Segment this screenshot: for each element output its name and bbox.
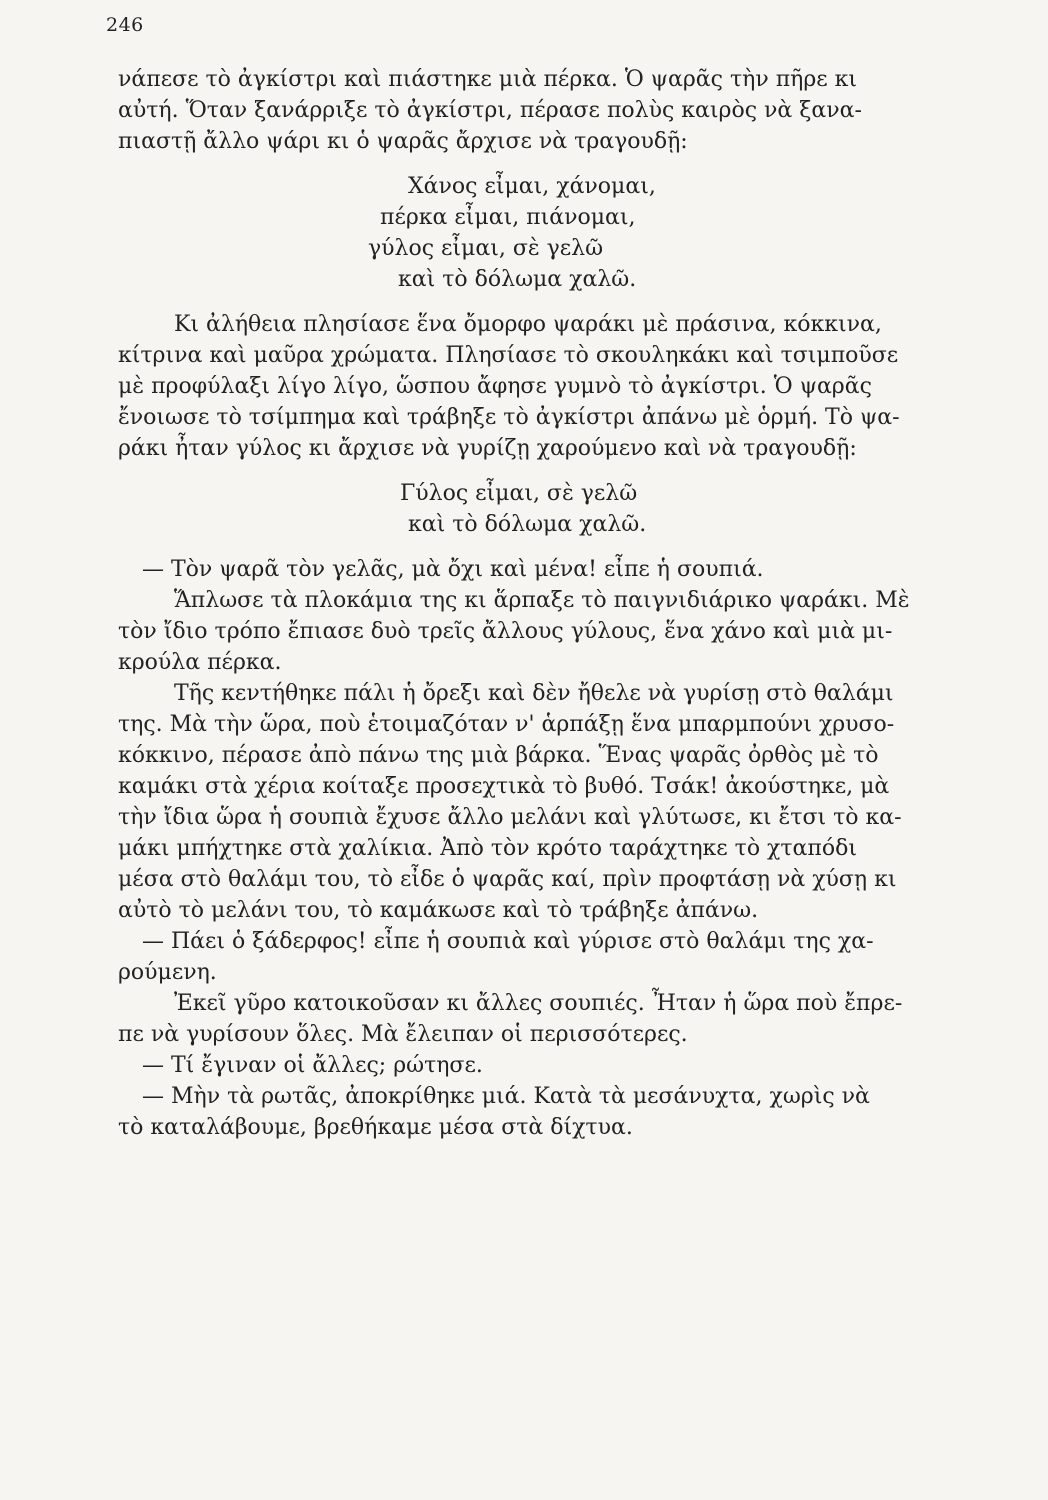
text-line: τὸν ἴδιο τρόπο ἔπιασε δυὸ τρεῖς ἄλλους γύλους, ἕνα χάνο καὶ μιὰ μι- bbox=[118, 619, 893, 644]
page-text bbox=[118, 64, 980, 1143]
text-line: μὲ προφύλαξι λίγο λίγο, ὥσπου ἄφησε γυμνὸ τὸ ἀγκίστρι. Ὁ ψαρᾶς bbox=[118, 374, 872, 399]
verse-line: γύλος εἶμαι, σὲ γελῶ bbox=[368, 236, 604, 261]
text-line: Ἅπλωσε τὰ πλοκάμια της κι ἅρπαξε τὸ παιγνιδιάρικο ψαράκι. Μὲ bbox=[174, 588, 910, 613]
dialogue-line: — Τὸν ψαρᾶ τὸν γελᾶς, μὰ ὄχι καὶ μένα! εἶπε ἡ σουπιά. bbox=[142, 557, 764, 582]
text-line: αὐτή. Ὅταν ξανάρριξε τὸ ἀγκίστρι, πέρασε πολὺς καιρὸς νὰ ξανα- bbox=[118, 98, 862, 123]
text-line: τὸ καταλάβουμε, βρεθήκαμε μέσα στὰ δίχτυα. bbox=[118, 1115, 633, 1140]
verse-line: καὶ τὸ δόλωμα χαλῶ. bbox=[408, 512, 647, 537]
text-line: πιαστῇ ἄλλο ψάρι κι ὁ ψαρᾶς ἄρχισε νὰ τραγουδῇ: bbox=[118, 129, 688, 154]
text-line: καμάκι στὰ χέρια κοίταξε προσεχτικὰ τὸ βυθό. Τσάκ! ἀκούστηκε, μὰ bbox=[118, 774, 890, 799]
text-line: ρούμενη. bbox=[118, 960, 217, 985]
text-line: Ἐκεῖ γῦρο κατοικοῦσαν κι ἄλλες σουπιές. Ἦταν ἡ ὥρα ποὺ ἔπρε- bbox=[174, 991, 903, 1016]
dialogue-line: — Πάει ὁ ξάδερφος! εἶπε ἡ σουπιὰ καὶ γύρισε στὸ θαλάμι της χα- bbox=[142, 929, 874, 954]
text-line: πε νὰ γυρίσουν ὅλες. Μὰ ἔλειπαν οἱ περισσότερες. bbox=[118, 1022, 688, 1047]
page-number: 246 bbox=[106, 14, 144, 36]
text-line: μέσα στὸ θαλάμι του, τὸ εἶδε ὁ ψαρᾶς καί, πρὶν προφτάσῃ νὰ χύσῃ κι bbox=[118, 867, 897, 892]
text-line: ἔνοιωσε τὸ τσίμπημα καὶ τράβηξε τὸ ἀγκίστρι ἀπάνω μὲ ὁρμή. Τὸ ψα- bbox=[118, 405, 900, 430]
text-line: αὐτὸ τὸ μελάνι του, τὸ καμάκωσε καὶ τὸ τράβηξε ἀπάνω. bbox=[118, 898, 759, 923]
text-line: της. Μὰ τὴν ὥρα, ποὺ ἑτοιμαζόταν ν' ἁρπάξῃ ἕνα μπαρμπούνι χρυσο- bbox=[118, 712, 895, 737]
verse-line: καὶ τὸ δόλωμα χαλῶ. bbox=[398, 267, 637, 292]
text-line: τὴν ἴδια ὥρα ἡ σουπιὰ ἔχυσε ἄλλο μελάνι καὶ γλύτωσε, κι ἔτσι τὸ κα- bbox=[118, 805, 902, 830]
verse-line: πέρκα εἶμαι, πιάνομαι, bbox=[380, 205, 636, 230]
verse-line: Γύλος εἶμαι, σὲ γελῶ bbox=[400, 481, 638, 506]
text-line: Τῆς κεντήθηκε πάλι ἡ ὄρεξι καὶ δὲν ἤθελε νὰ γυρίσῃ στὸ θαλάμι bbox=[174, 681, 894, 706]
text-line: κίτρινα καὶ μαῦρα χρώματα. Πλησίασε τὸ σκουληκάκι καὶ τσιμποῦσε bbox=[118, 343, 899, 368]
text-line: ράκι ἦταν γύλος κι ἄρχισε νὰ γυρίζῃ χαρούμενο καὶ νὰ τραγουδῇ: bbox=[118, 436, 857, 461]
text-line: μάκι μπήχτηκε στὰ χαλίκια. Ἀπὸ τὸν κρότο ταράχτηκε τὸ χταπόδι bbox=[118, 836, 857, 861]
dialogue-line: — Μὴν τὰ ρωτᾶς, ἀποκρίθηκε μιά. Κατὰ τὰ μεσάνυχτα, χωρὶς νὰ bbox=[142, 1084, 870, 1109]
dialogue-line: — Τί ἔγιναν οἱ ἄλλες; ρώτησε. bbox=[142, 1053, 483, 1078]
verse-line: Χάνος εἶμαι, χάνομαι, bbox=[408, 174, 656, 199]
text-line: νάπεσε τὸ ἀγκίστρι καὶ πιάστηκε μιὰ πέρκα. Ὁ ψαρᾶς τὴν πῆρε κι bbox=[118, 67, 858, 92]
text-line: κόκκινο, πέρασε ἀπὸ πάνω της μιὰ βάρκα. Ἕνας ψαρᾶς ὀρθὸς μὲ τὸ bbox=[118, 743, 879, 768]
text-line: κρούλα πέρκα. bbox=[118, 650, 282, 675]
text-line: Κι ἀλήθεια πλησίασε ἕνα ὄμορφο ψαράκι μὲ πράσινα, κόκκινα, bbox=[174, 312, 882, 337]
